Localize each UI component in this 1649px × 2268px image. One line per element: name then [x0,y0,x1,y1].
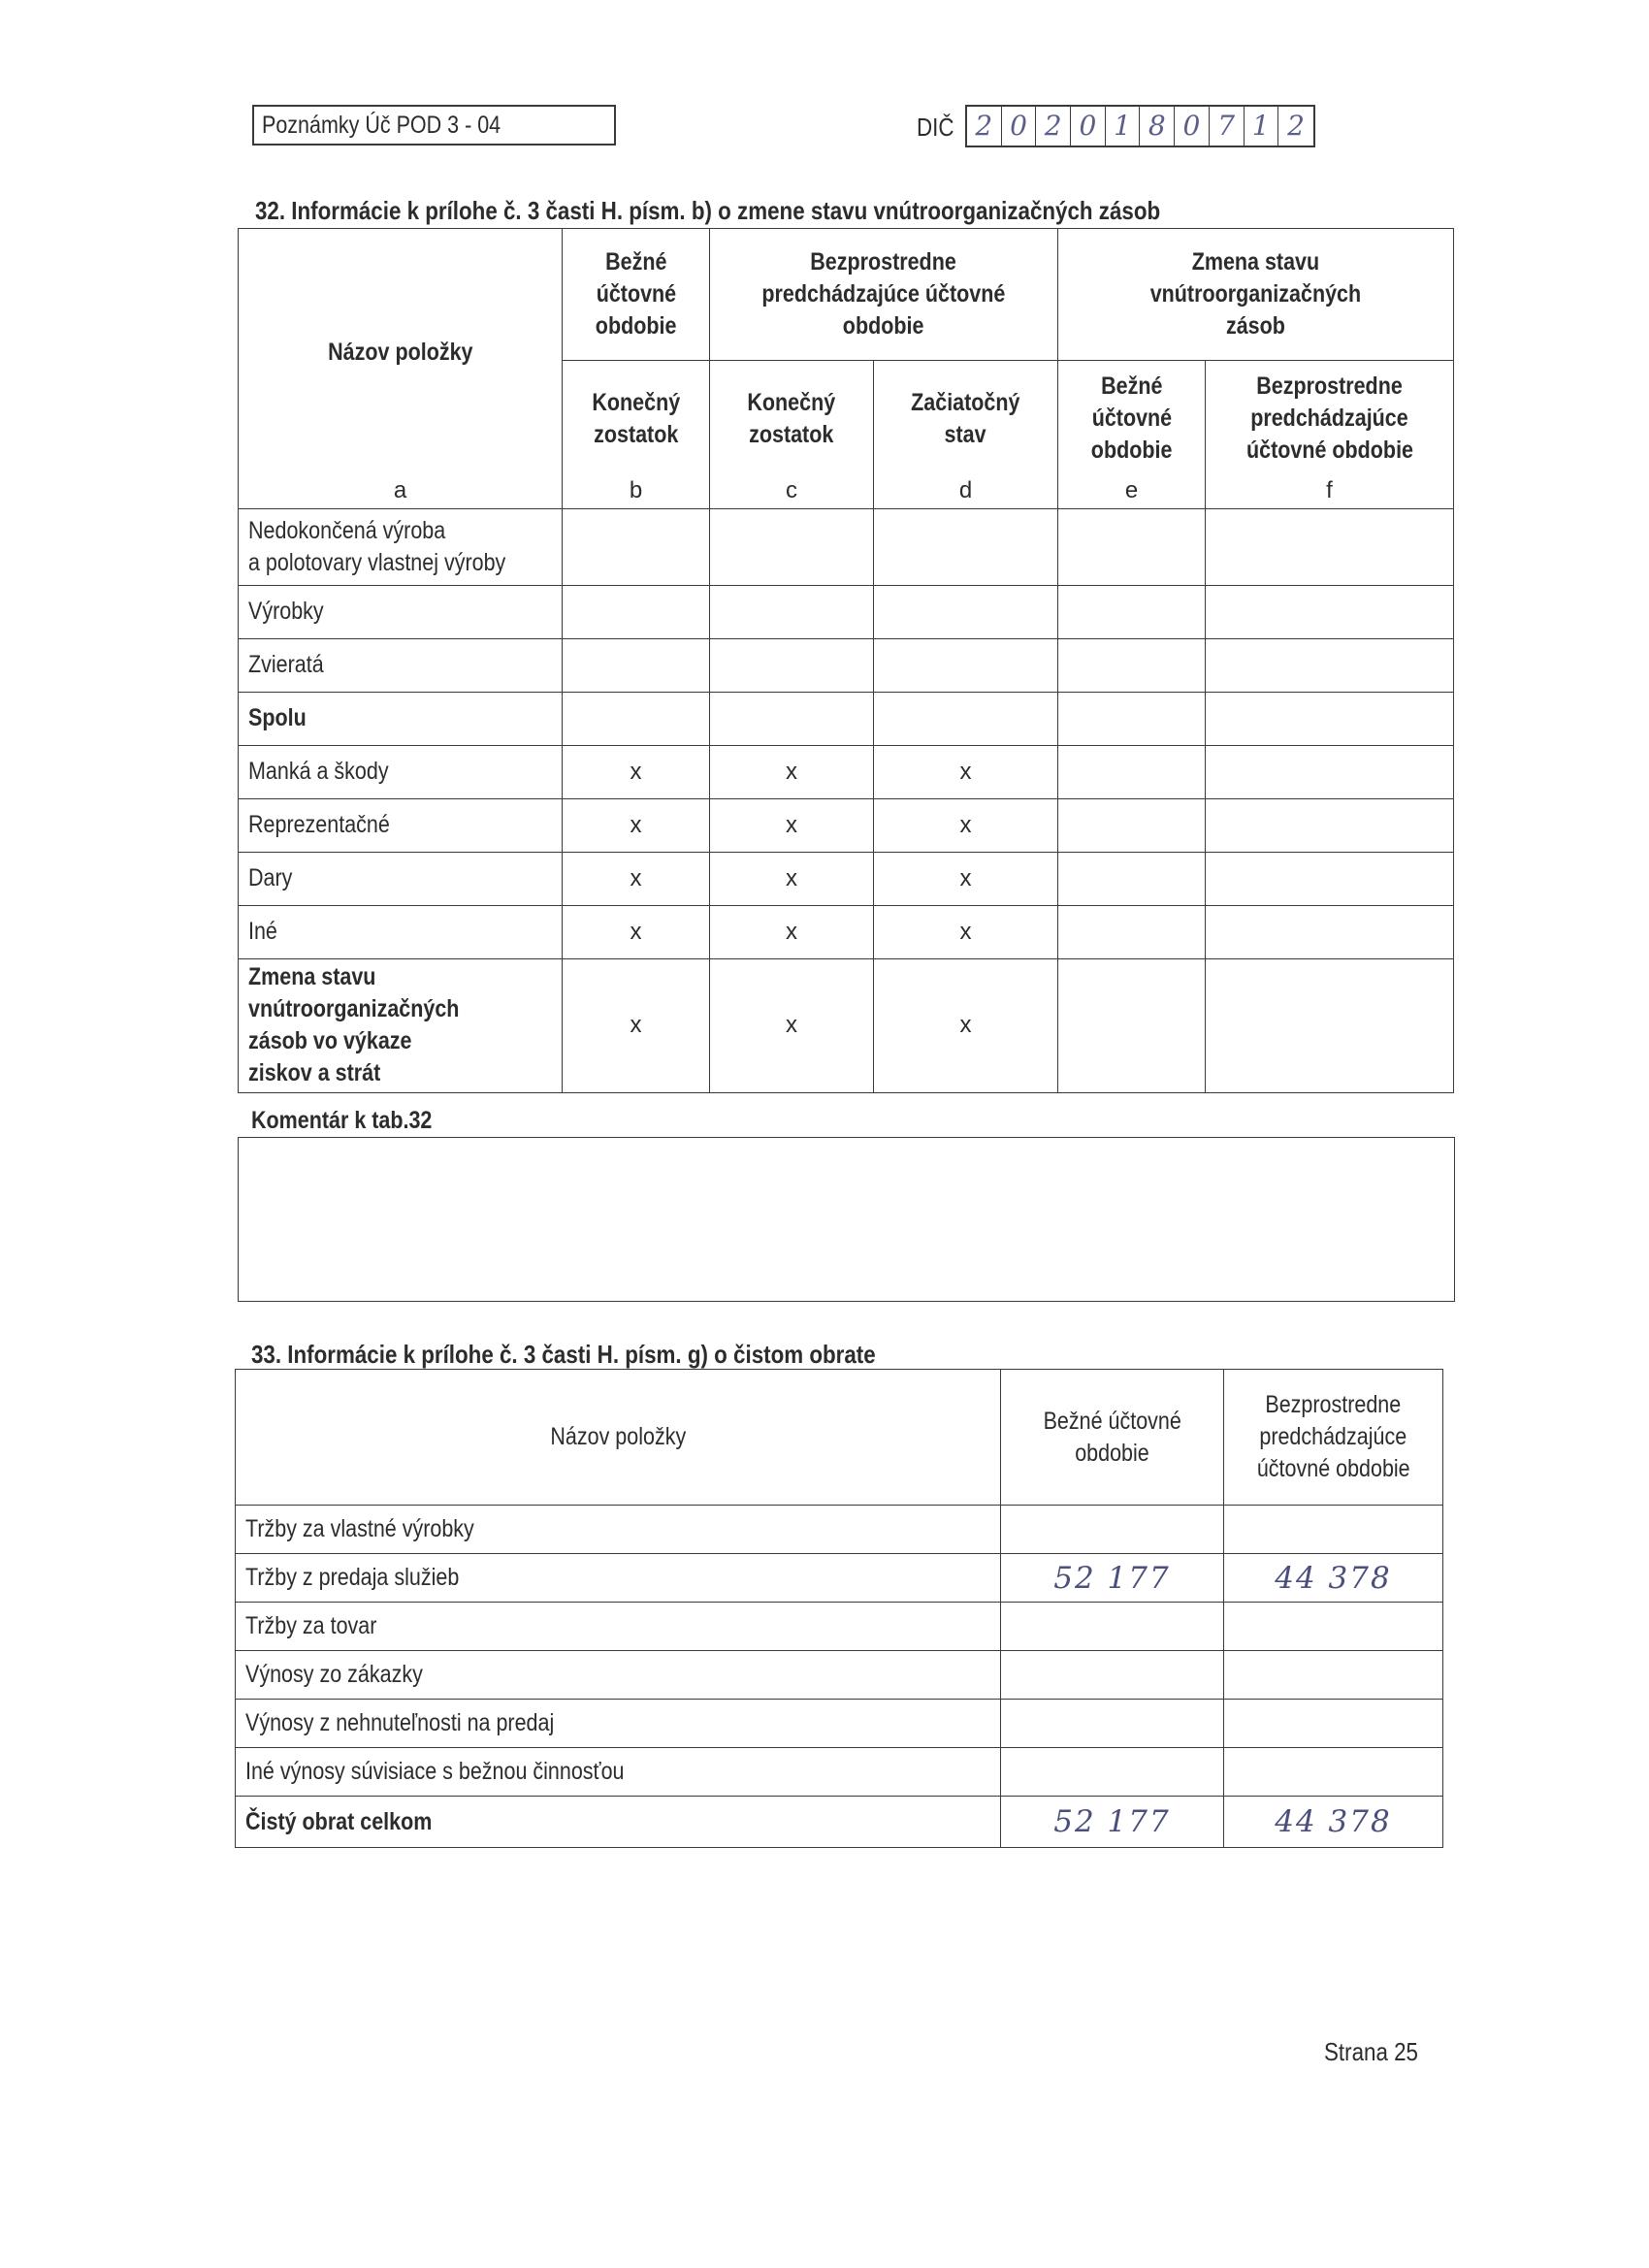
table-row [239,692,1454,745]
cell-current[interactable] [1001,1748,1224,1797]
cell-previous[interactable] [1224,1700,1443,1748]
table-row [239,958,1454,1092]
row-label: Výrobky [239,585,563,638]
cell-current[interactable] [1001,1603,1224,1651]
header-previous-period: Bezprostredne predchádzajúce účtovné obdobie [710,229,1058,361]
table33 [235,1369,1443,1848]
cell-e[interactable] [1058,508,1206,585]
table-row [236,1797,1443,1848]
cell-d: x [874,958,1058,1092]
header-item-name: Názov položky [236,1370,1001,1506]
cell-b: x [563,745,710,798]
cell-previous[interactable] [1224,1603,1443,1651]
cell-d[interactable] [874,692,1058,745]
header-initial-state: Začiatočný stav [874,361,1058,477]
cell-d: x [874,798,1058,852]
dic-digit: 1 [1245,107,1279,146]
header-change-previous: Bezprostredne predchádzajúce účtovné obdobie [1206,361,1454,477]
row-label: Iné výnosy súvisiace s bežnou činnosťou [236,1748,1001,1797]
cell-c[interactable] [710,508,874,585]
header-current-period: Bežné účtovné obdobie [1001,1370,1224,1506]
table-row [239,798,1454,852]
cell-f[interactable] [1206,745,1454,798]
cell-c: x [710,745,874,798]
cell-c: x [710,905,874,958]
table-row [239,585,1454,638]
dic-digit: 7 [1210,107,1245,146]
row-label: Čistý obrat celkom [236,1797,1001,1848]
table-row [239,745,1454,798]
cell-d: x [874,745,1058,798]
table-row [236,1554,1443,1603]
cell-c[interactable] [710,692,874,745]
cell-b: x [563,905,710,958]
cell-f[interactable] [1206,798,1454,852]
header-change-current: Bežné účtovné obdobie [1058,361,1206,477]
dic-label: DIČ [917,113,954,142]
column-letter: a [239,477,563,509]
dic-digit: 0 [1002,107,1037,146]
cell-previous[interactable] [1224,1748,1443,1797]
cell-d[interactable] [874,585,1058,638]
page-number: Strana 25 [1324,2037,1418,2066]
dic-digit: 0 [1175,107,1210,146]
cell-e[interactable] [1058,745,1206,798]
table32 [238,228,1454,1093]
cell-c[interactable] [710,585,874,638]
dic-digit: 2 [1036,107,1071,146]
column-letter: d [874,477,1058,509]
table-row [239,852,1454,905]
cell-f[interactable] [1206,508,1454,585]
header-final-balance-b: Konečný zostatok [563,361,710,477]
cell-previous[interactable] [1224,1506,1443,1554]
column-letter: b [563,477,710,509]
comment-box[interactable] [238,1137,1455,1302]
header-change-of-inventory: Zmena stavu vnútroorganizačných zásob [1058,229,1454,361]
cell-f[interactable] [1206,692,1454,745]
table-row [239,905,1454,958]
cell-current[interactable]: 52 177 [1001,1554,1224,1603]
table-row [236,1700,1443,1748]
table-row [239,638,1454,692]
table32-title: 32. Informácie k prílohe č. 3 časti H. písm. b) o zmene stavu vnútroorganizačných zásob [255,196,1161,225]
cell-c[interactable] [710,638,874,692]
dic-digit: 2 [967,107,1002,146]
cell-d: x [874,852,1058,905]
cell-d: x [874,905,1058,958]
cell-e[interactable] [1058,585,1206,638]
table-row [239,508,1454,585]
row-label: Tržby z predaja služieb [236,1554,1001,1603]
cell-f[interactable] [1206,852,1454,905]
cell-f[interactable] [1206,958,1454,1092]
cell-e[interactable] [1058,958,1206,1092]
dic-digit: 1 [1106,107,1141,146]
cell-current[interactable] [1001,1651,1224,1700]
row-label: Tržby za tovar [236,1603,1001,1651]
cell-b: x [563,958,710,1092]
dic-number-boxes [965,105,1315,147]
cell-b[interactable] [563,585,710,638]
header-current-period: Bežné účtovné obdobie [563,229,710,361]
cell-c: x [710,798,874,852]
cell-d[interactable] [874,508,1058,585]
cell-e[interactable] [1058,692,1206,745]
header-item-name: Názov položky [239,229,563,477]
row-label: Spolu [239,692,563,745]
form-identifier: Poznámky Úč POD 3 - 04 [252,105,616,146]
cell-e[interactable] [1058,638,1206,692]
row-label: Výnosy zo zákazky [236,1651,1001,1700]
table-row [236,1506,1443,1554]
cell-e[interactable] [1058,905,1206,958]
cell-b[interactable] [563,508,710,585]
cell-current[interactable]: 52 177 [1001,1797,1224,1848]
cell-e[interactable] [1058,852,1206,905]
row-label: Dary [239,852,563,905]
row-label: Výnosy z nehnuteľnosti na predaj [236,1700,1001,1748]
cell-d[interactable] [874,638,1058,692]
dic-digit: 0 [1071,107,1106,146]
header-final-balance-c: Konečný zostatok [710,361,874,477]
comment-label: Komentár k tab.32 [251,1107,433,1134]
cell-previous[interactable]: 44 378 [1224,1797,1443,1848]
cell-b: x [563,798,710,852]
cell-b: x [563,852,710,905]
cell-f[interactable] [1206,585,1454,638]
table33-title: 33. Informácie k prílohe č. 3 časti H. písm. g) o čistom obrate [251,1340,876,1369]
column-letter: f [1206,477,1454,509]
header-previous-period: Bezprostredne predchádzajúce účtovné obdobie [1224,1370,1443,1506]
table-row [236,1748,1443,1797]
cell-current[interactable] [1001,1700,1224,1748]
row-label: Iné [239,905,563,958]
cell-f[interactable] [1206,638,1454,692]
cell-current[interactable] [1001,1506,1224,1554]
row-label: Reprezentačné [239,798,563,852]
table-row [236,1603,1443,1651]
cell-b[interactable] [563,638,710,692]
cell-f[interactable] [1206,905,1454,958]
row-label: Tržby za vlastné výrobky [236,1506,1001,1554]
column-letter: c [710,477,874,509]
cell-b[interactable] [563,692,710,745]
cell-previous[interactable] [1224,1651,1443,1700]
row-label: Manká a škody [239,745,563,798]
cell-c: x [710,852,874,905]
cell-e[interactable] [1058,798,1206,852]
row-label: Zvieratá [239,638,563,692]
dic-digit: 8 [1140,107,1175,146]
cell-previous[interactable]: 44 378 [1224,1554,1443,1603]
column-letter: e [1058,477,1206,509]
table-row [236,1651,1443,1700]
row-label: Zmena stavu vnútroorganizačných zásob vo výkaze ziskov a strát [239,958,563,1092]
dic-digit: 2 [1287,110,1305,142]
cell-c: x [710,958,874,1092]
row-label: Nedokončená výroba a polotovary vlastnej výroby [239,508,563,585]
